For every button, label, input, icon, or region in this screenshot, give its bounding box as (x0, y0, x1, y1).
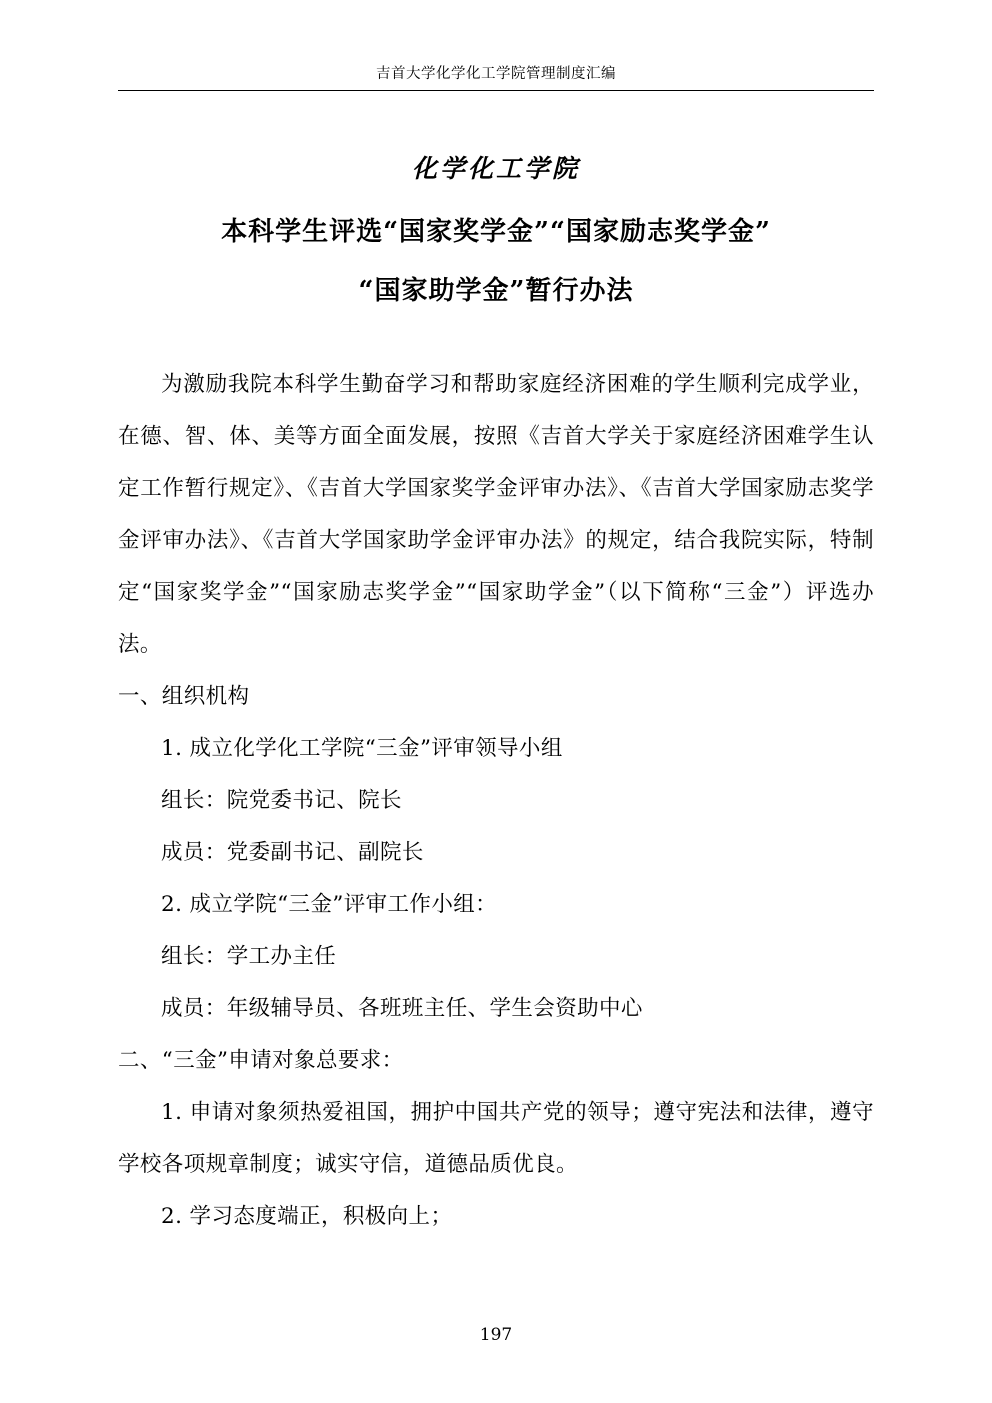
title-block (118, 149, 874, 307)
page-number: 197 (479, 1325, 513, 1345)
section-1-item-1: 1. 成立化学化工学院“三金”评审领导小组 (161, 736, 563, 761)
section-1-item-5: 组长：学工办主任 (161, 944, 337, 969)
section-2-item-1: 1. 申请对象须热爱祖国，拥护中国共产党的领导；遵守宪法和法律，遵守学校各项规章制度；诚实守信，道德品质优良。 (118, 1100, 874, 1177)
intro-paragraph: 为激励我院本科学生勤奋学习和帮助家庭经济困难的学生顺利完成学业，在德、智、体、美等方面全面发展，按照《吉首大学关于家庭经济困难学生认定工作暂行规定》、《吉首大学国家奖学金评审办法》、《吉首大学国家励志奖学金评审办法》、《吉首大学国家助学金评审办法》的规定，结合我院实际，特制定“国家奖学金”“国家励志奖学金”“国家助学金”（以下简称“三金”）评选办法。 (118, 372, 874, 657)
document-title-line-3: “国家助学金”暂行办法 (358, 276, 634, 306)
running-header: 吉首大学化学化工学院管理制度汇编 (376, 66, 616, 82)
header-divider (118, 90, 874, 91)
section-1-item-4: 2. 成立学院“三金”评审工作小组： (161, 892, 498, 917)
section-2-item-2: 2. 学习态度端正，积极向上； (161, 1204, 453, 1229)
section-1-item-2: 组长：院党委书记、院长 (161, 788, 402, 813)
section-1-item-3: 成员：党委副书记、副院长 (161, 840, 424, 865)
section-2-heading: 二、“三金”申请对象总要求： (118, 1048, 404, 1073)
document-title-line-2: 本科学生评选“国家奖学金”“国家励志奖学金” (221, 217, 771, 247)
section-1-heading: 一、组织机构 (118, 684, 250, 709)
document-title-line-1: 化学化工学院 (411, 154, 580, 183)
document-body (118, 359, 874, 1243)
section-1-item-6: 成员：年级辅导员、各班班主任、学生会资助中心 (161, 996, 643, 1021)
